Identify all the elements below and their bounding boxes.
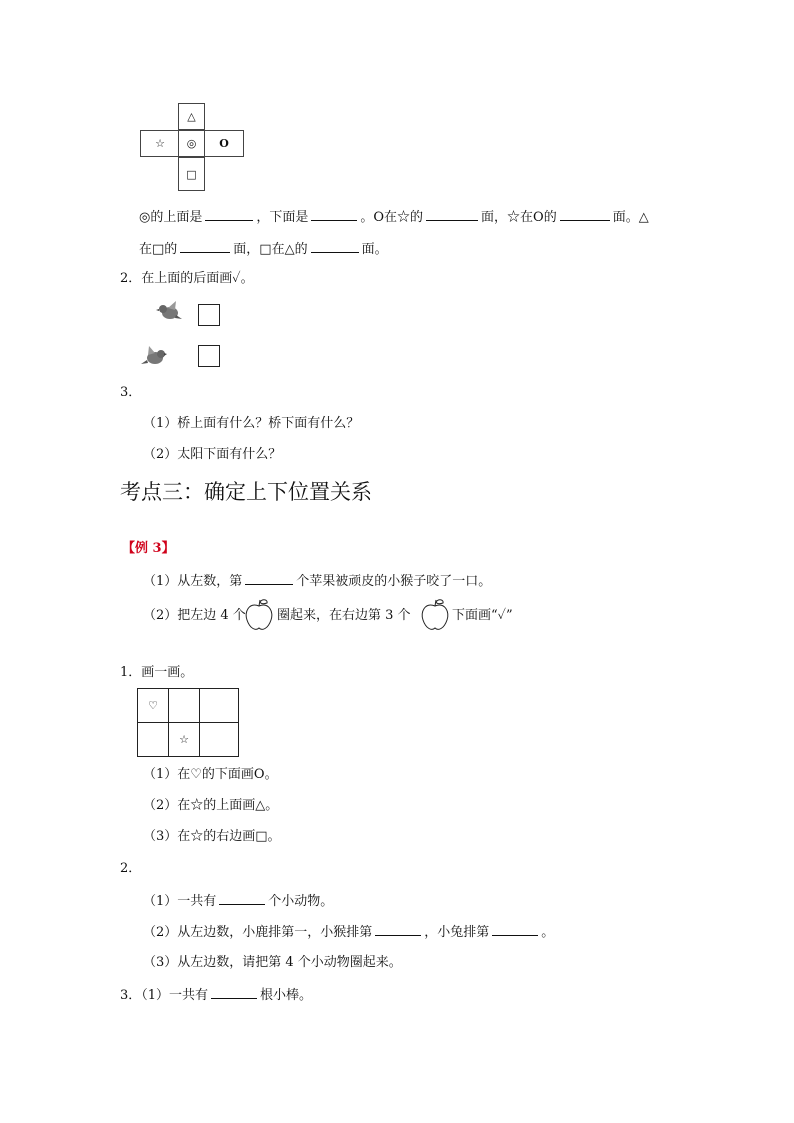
example-sub2: （2）把左边 4 个 <box>143 608 246 623</box>
example-sub2-middle: 圈起来，在右边第 3 个 <box>277 608 411 623</box>
net-cell-left <box>140 130 180 157</box>
example-sub1: （1）从左数，第 个苹果被顽皮的小猴子咬了一口。 <box>143 574 492 589</box>
net-cell-center <box>178 130 205 157</box>
answer-blank[interactable] <box>426 208 478 221</box>
grid-cell[interactable] <box>200 689 239 723</box>
grid-cell[interactable] <box>138 723 169 757</box>
answer-blank[interactable] <box>180 240 230 253</box>
answer-blank[interactable] <box>560 208 610 221</box>
double-circle-icon: ◎ <box>186 137 197 150</box>
example-label: 【例 3】 <box>122 541 175 556</box>
example-sub2-end: 下面画“✓” <box>452 608 513 623</box>
answer-blank[interactable] <box>219 892 265 905</box>
question-2: 2．在上面的后面画✓。 <box>120 271 254 286</box>
problem-1-sub2: （2）在☆的上面画△。 <box>143 798 279 813</box>
grid-cell[interactable]: ☆ <box>169 723 200 757</box>
problem-2-number: 2． <box>120 861 142 876</box>
problem-1-sub1: （1）在♡的下面画O。 <box>143 767 278 782</box>
grid-cell[interactable] <box>169 689 200 723</box>
answer-blank[interactable] <box>492 923 538 936</box>
problem-1-number: 1．画一画。 <box>120 665 194 680</box>
apple-icon <box>243 598 275 632</box>
problem-2-sub1: （1）一共有 个小动物。 <box>143 894 334 909</box>
net-cell-bottom <box>178 157 205 191</box>
bird-icon <box>141 345 167 369</box>
net-cell-right <box>204 130 244 157</box>
bird-icon <box>156 300 182 324</box>
question-3-sub2: （2）太阳下面有什么？ <box>143 447 282 462</box>
circle-icon: O <box>219 137 229 150</box>
problem-3: 3．（1）一共有 根小棒。 <box>120 988 313 1003</box>
question-3-number: 3． <box>120 385 142 400</box>
problem-1-sub3: （3）在☆的右边画□。 <box>143 829 281 844</box>
square-icon: □ <box>186 167 197 181</box>
grid-cell[interactable]: ♡ <box>138 689 169 723</box>
problem-2-sub3: （3）从左边数，请把第 4 个小动物圈起来。 <box>143 955 402 970</box>
answer-blank[interactable] <box>245 572 293 585</box>
question-3-sub1: （1）桥上面有什么？桥下面有什么？ <box>143 416 360 431</box>
answer-blank[interactable] <box>311 208 357 221</box>
answer-blank[interactable] <box>211 986 257 999</box>
answer-blank[interactable] <box>311 240 359 253</box>
star-icon: ☆ <box>155 137 165 150</box>
answer-blank[interactable] <box>375 923 421 936</box>
answer-blank[interactable] <box>205 208 253 221</box>
section-title: 考点三：确定上下位置关系 <box>120 480 372 504</box>
grid-cell[interactable] <box>200 723 239 757</box>
net-question-line1: ◎的上面是 ，下面是 。O在☆的 面，☆在O的 面。△ <box>139 210 649 225</box>
answer-box[interactable] <box>198 345 220 367</box>
drawing-grid <box>137 688 239 757</box>
problem-2-sub2: （2）从左边数，小鹿排第一，小猴排第 ，小兔排第 。 <box>143 925 555 940</box>
apple-icon <box>419 598 451 632</box>
answer-box[interactable] <box>198 304 220 326</box>
triangle-icon: △ <box>187 110 196 123</box>
net-question-line2: 在□的 面，□在△的 面。 <box>139 242 388 257</box>
net-cell-top <box>178 103 205 130</box>
